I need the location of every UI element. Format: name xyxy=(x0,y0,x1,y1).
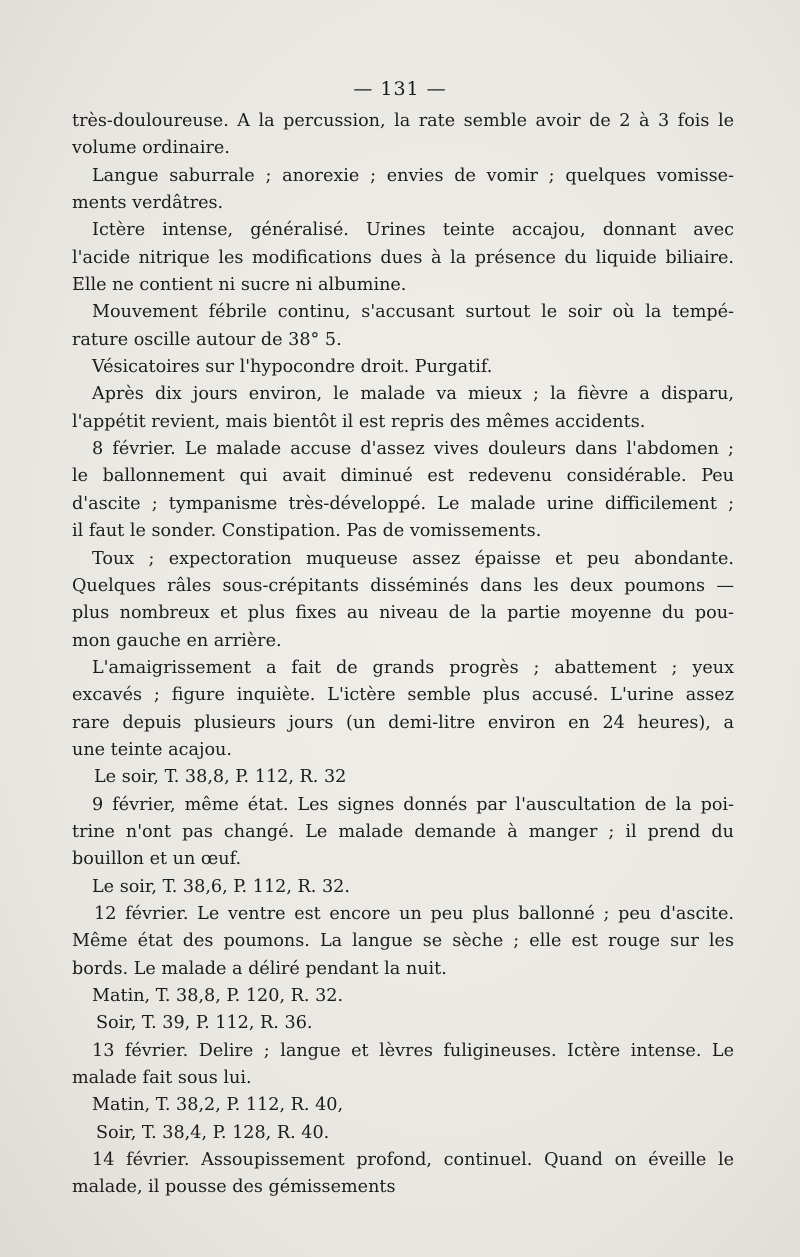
text-line: Le soir, T. 38,8, P. 112, R. 32 xyxy=(94,767,347,788)
text-line: 13 février. Delire ; langue et lèvres fuligineuses. Ictère intense. Le xyxy=(92,1040,734,1061)
page-number: — 131 — xyxy=(353,78,447,100)
text-line: 12 février. Le ventre est encore un peu plus ballonné ; peu d'ascite. xyxy=(94,903,734,924)
text-line: Toux ; expectoration muqueuse assez épaisse et peu abondante. xyxy=(92,548,734,569)
text-line: Langue saburrale ; anorexie ; envies de vomir ; quelques vomisse- xyxy=(92,165,734,186)
text-line: Le soir, T. 38,6, P. 112, R. 32. xyxy=(92,876,350,897)
text-line: le ballonnement qui avait diminué est redevenu considérable. Peu xyxy=(72,466,734,487)
text-line: très-douloureuse. A la percussion, la rate semble avoir de 2 à 3 fois le xyxy=(72,111,734,131)
text-line: volume ordinaire. xyxy=(72,138,230,159)
text-line: Soir, T. 39, P. 112, R. 36. xyxy=(96,1013,313,1034)
text-line: d'ascite ; tympanisme très-développé. Le malade urine difficilement ; xyxy=(72,493,734,514)
text-line: mon gauche en arrière. xyxy=(72,630,282,651)
text-line: 9 février, même état. Les signes donnés par l'auscultation de la poi- xyxy=(92,794,734,815)
text-line: l'appétit revient, mais bientôt il est repris des mêmes accidents. xyxy=(72,411,646,432)
text-line: malade fait sous lui. xyxy=(72,1068,252,1089)
text-line: malade, il pousse des gémissements xyxy=(72,1177,396,1198)
text-line: Mouvement fébrile continu, s'accusant surtout le soir où la tempé- xyxy=(92,302,734,323)
text-line: Vésicatoires sur l'hypocondre droit. Purgatif. xyxy=(92,357,493,378)
text-line: L'amaigrissement a fait de grands progrès ; abattement ; yeux xyxy=(92,657,734,678)
text-line: Ictère intense, généralisé. Urines teinte accajou, donnant avec xyxy=(92,220,734,241)
text-line: bouillon et un œuf. xyxy=(72,849,242,870)
text-line: rature oscille autour de 38° 5. xyxy=(72,329,342,350)
text-line: 8 février. Le malade accuse d'assez vives douleurs dans l'abdomen ; xyxy=(92,439,734,460)
text-line: 14 février. Assoupissement profond, continuel. Quand on éveille le xyxy=(92,1150,734,1171)
text-line: Elle ne contient ni sucre ni albumine. xyxy=(72,275,407,296)
text-line: une teinte acajou. xyxy=(72,739,232,760)
text-line: l'acide nitrique les modifications dues à la présence du liquide biliaire. xyxy=(72,247,734,268)
text-line: Quelques râles sous-crépitants disséminés dans les deux poumons — xyxy=(72,575,734,596)
text-line: bords. Le malade a déliré pendant la nuit. xyxy=(72,958,447,979)
text-line: Matin, T. 38,8, P. 120, R. 32. xyxy=(92,986,344,1006)
text-line: Après dix jours environ, le malade va mieux ; la fièvre a disparu, xyxy=(92,384,734,405)
text-line: plus nombreux et plus fixes au niveau de la partie moyenne du pou- xyxy=(72,603,734,624)
text-line: trine n'ont pas changé. Le malade demande à manger ; il prend du xyxy=(72,821,734,842)
body-text xyxy=(72,108,734,1202)
text-line: ments verdâtres. xyxy=(72,193,224,214)
text-line: rare depuis plusieurs jours (un demi-litre environ en 24 heures), a xyxy=(72,712,734,733)
text-line: Soir, T. 38,4, P. 128, R. 40. xyxy=(96,1122,330,1143)
text-line: Matin, T. 38,2, P. 112, R. 40, xyxy=(92,1095,344,1116)
text-line: Même état des poumons. La langue se sèche ; elle est rouge sur les xyxy=(72,931,734,952)
text-line: il faut le sonder. Constipation. Pas de vomissements. xyxy=(72,521,542,542)
text-line: excavés ; figure inquiète. L'ictère semble plus accusé. L'urine assez xyxy=(72,685,734,706)
